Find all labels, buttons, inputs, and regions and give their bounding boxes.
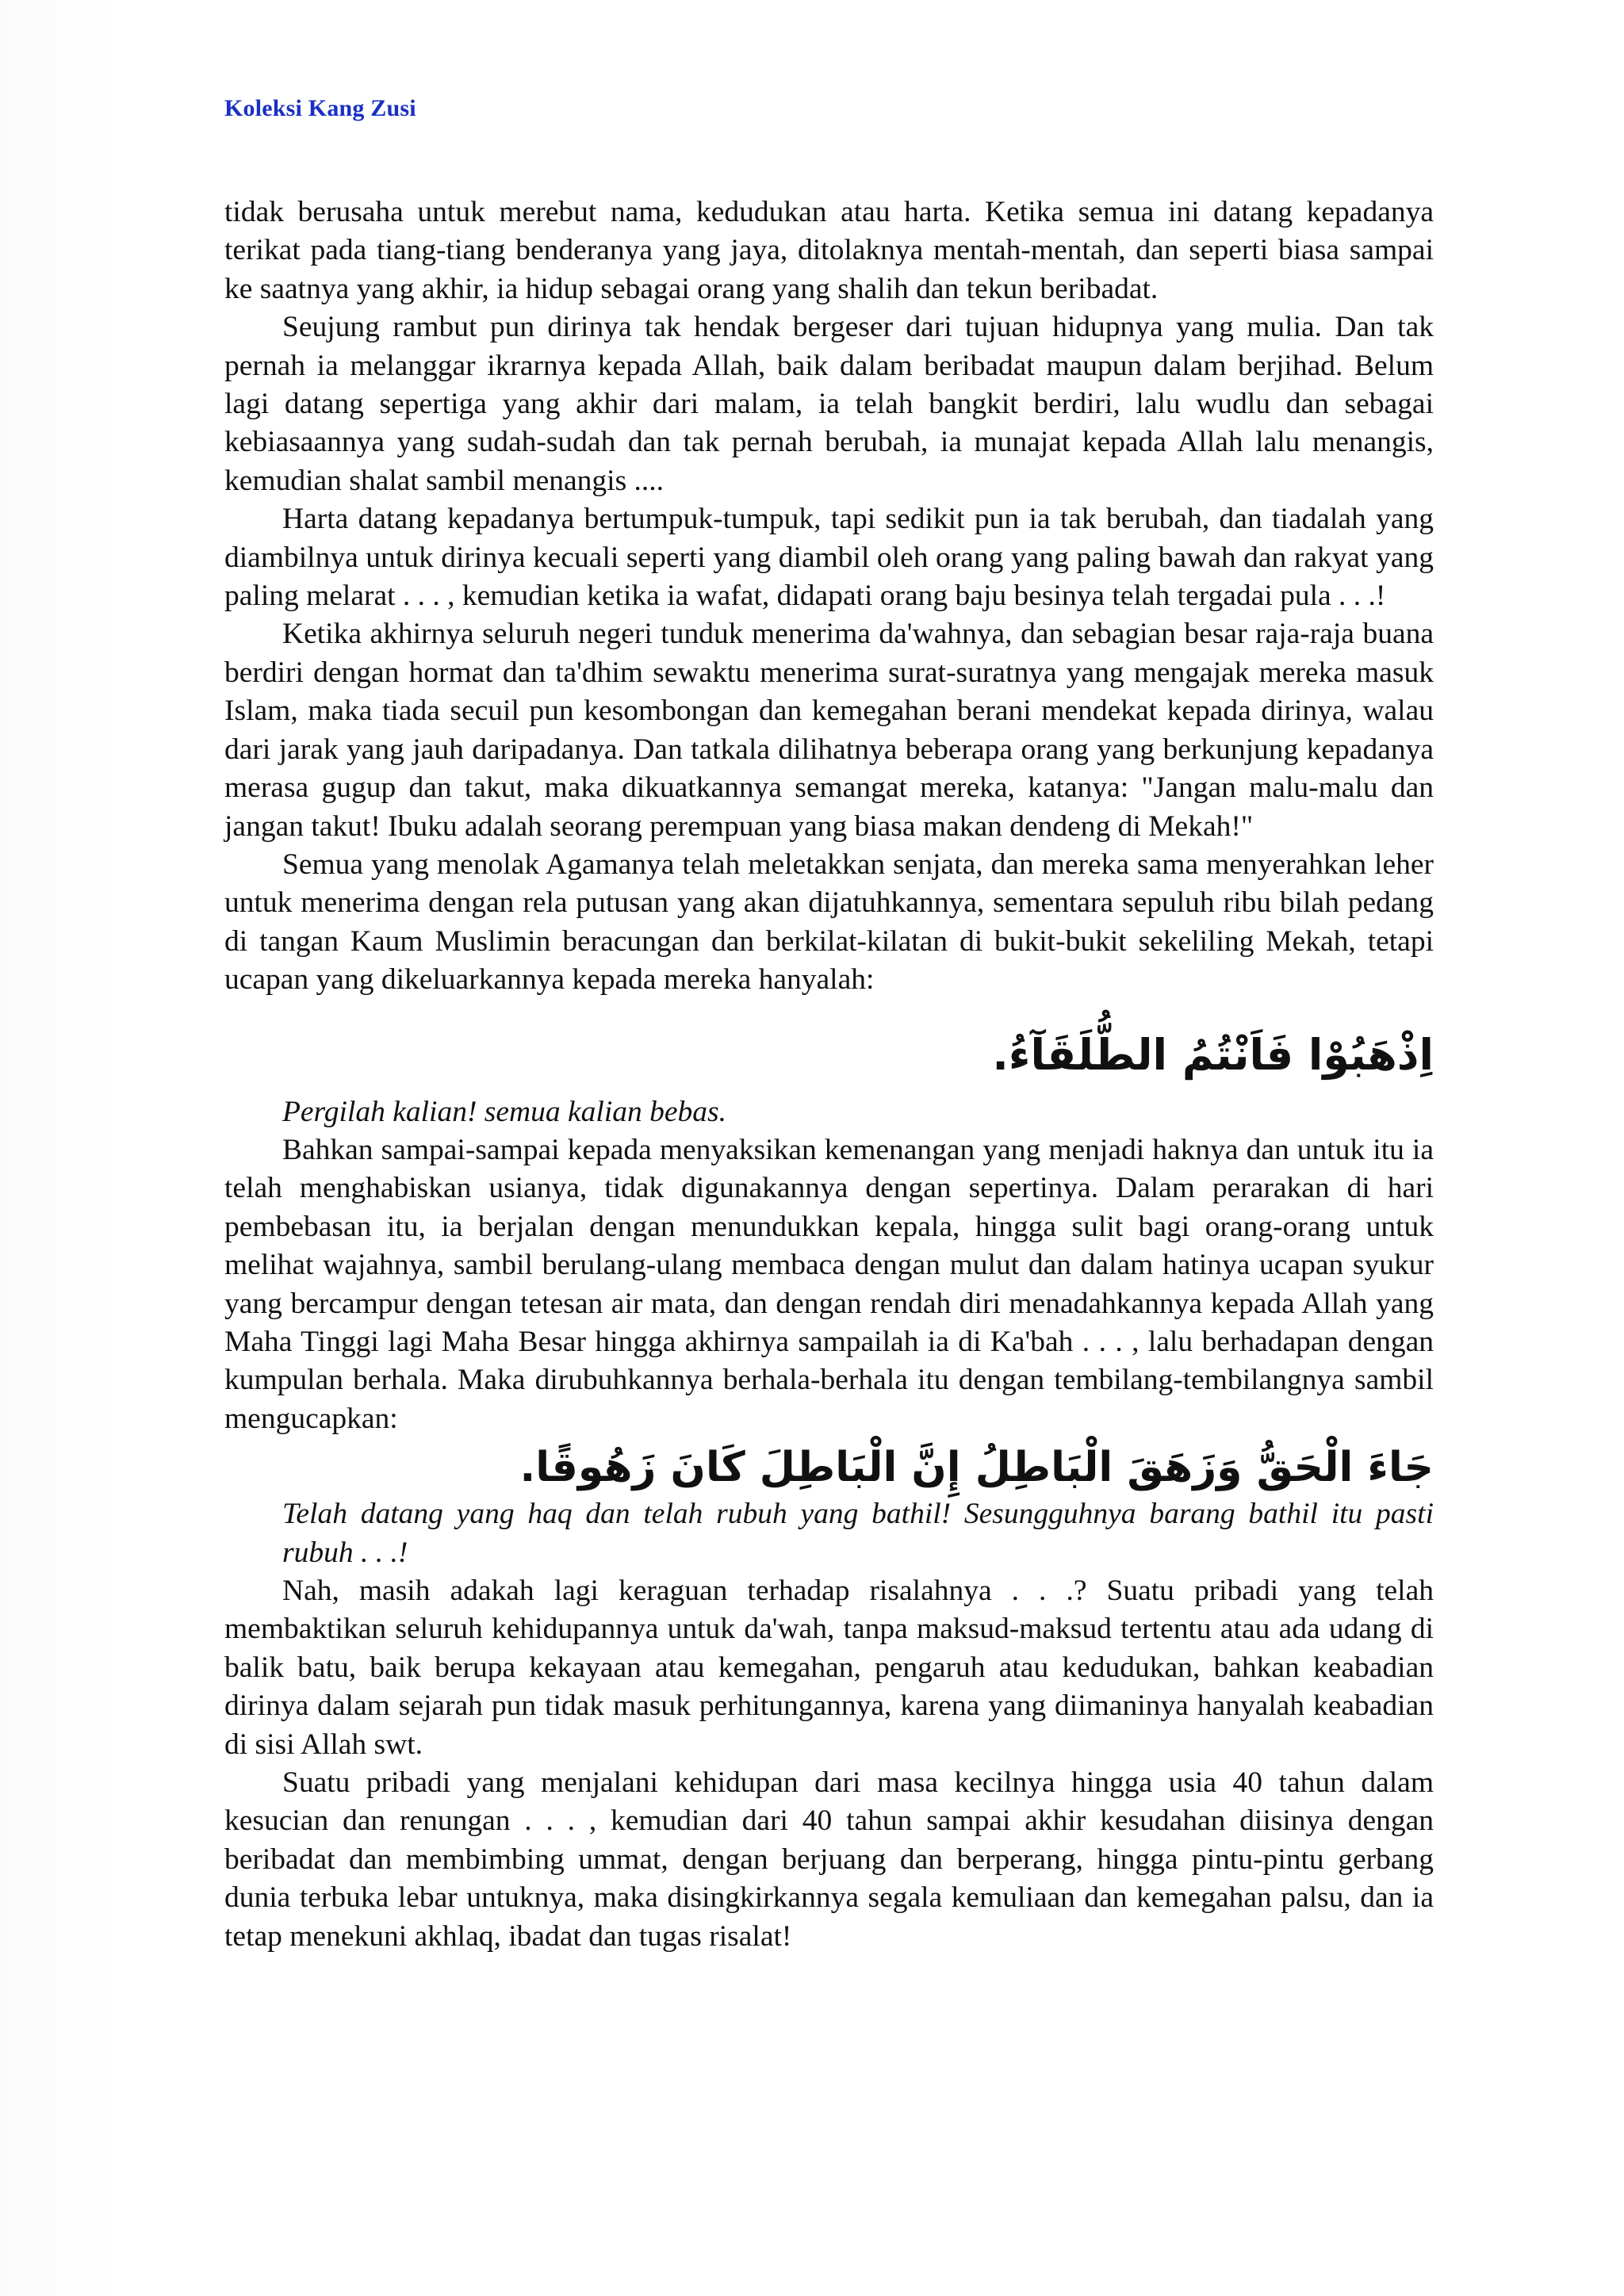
- translation-1: Pergilah kalian! semua kalian bebas.: [282, 1095, 726, 1128]
- paragraph-8: Suatu pribadi yang menjalani kehidupan dari masa kecilnya hingga usia 40 tahun dalam kesucian dan renungan . . . , kemudian dari 40 tahun sampai akhir kesudahan diisinya dengan beribadat dan membimbing ummat, dengan berjuang dan berperang, hingga pintu-pintu gerbang dunia terbuka lebar untuknya, maka disingkirkannya segala kemuliaan dan kemegahan palsu, dan ia tetap menekuni akhlaq, ibadat dan tugas risalat!: [224, 1766, 1434, 1953]
- paragraph-6: Bahkan sampai-sampai kepada menyaksikan kemenangan yang menjadi haknya dan untuk itu ia telah menghabiskan usianya, tidak digunakannya dengan sepertinya. Dalam perarakan di hari pembebasan itu, ia berjalan dengan menundukkan kepala, hingga sulit bagi orang-orang untuk melihat wajahnya, sambil berulang-ulang membaca dengan mulut dan dalam hatinya ucapan syukur yang bercampur dengan tetesan air mata, dan dengan rendah diri menadahkannya kepada Allah yang Maha Tinggi lagi Maha Besar hingga akhirnya sampailah ia di Ka'bah . . . , lalu berhadapan dengan kumpulan berhala. Maka dirubuhkannya berhala-berhala itu dengan tembilang-tembilangnya sambil mengucapkan:: [224, 1133, 1434, 1435]
- arabic-quote-2: جَاءَ الْحَقُّ وَزَهَقَ الْبَاطِلُ إِنَّ الْبَاطِلَ كَانَ زَهُوقًا.: [519, 1444, 1434, 1492]
- paragraph-3: Harta datang kepadanya bertumpuk-tumpuk, tapi sedikit pun ia tak berubah, dan tiadalah yang diambilnya untuk dirinya kecuali seperti yang diambil oleh orang yang paling bawah dan rakyat yang paling melarat . . . , kemudian ketika ia wafat, didapati orang baju besinya telah tergadai pula . . .!: [224, 503, 1434, 613]
- paragraph-5: Semua yang menolak Agamanya telah meletakkan senjata, dan mereka sama menyerahkan leher untuk menerima dengan rela putusan yang akan dijatuhkannya, sementara sepuluh ribu bilah pedang di tangan Kaum Muslimin beracungan dan berkilat-kilatan di bukit-bukit sekeliling Mekah, tetapi ucapan yang dikeluarkannya kepada mereka hanyalah:: [224, 848, 1434, 997]
- paragraph-1: tidak berusaha untuk merebut nama, kedudukan atau harta. Ketika semua ini datang kepadanya terikat pada tiang-tiang benderanya yang jaya, ditolaknya mentah-mentah, dan seperti biasa sampai ke saatnya yang akhir, ia hidup sebagai orang yang shalih dan tekun beribadat.: [224, 196, 1434, 305]
- paragraph-7: Nah, masih adakah lagi keraguan terhadap risalahnya . . .? Suatu pribadi yang telah membaktikan seluruh kehidupannya untuk da'wah, tanpa maksud-maksud tertentu atau ada udang di balik batu, baik berupa kekayaan atau kemegahan, pengaruh atau kedudukan, bahkan keabadian dirinya dalam sejarah pun tidak masuk perhitungannya, karena yang diimaninya hanyalah keabadian di sisi Allah swt.: [224, 1575, 1434, 1761]
- paragraph-4: Ketika akhirnya seluruh negeri tunduk menerima da'wahnya, dan sebagian besar raja-raja buana berdiri dengan hormat dan ta'dhim sewaktu menerima surat-suratnya yang mengajak mereka masuk Islam, maka tiada secuil pun kesombongan dan kemegahan berani mendekat kepada dirinya, walau dari jarak yang jauh daripadanya. Dan tatkala dilihatnya beberapa orang yang berkunjung kepadanya merasa gugup dan takut, maka dikuatkannya semangat mereka, katanya: "Jangan malu-malu dan jangan takut! Ibuku adalah seorang perempuan yang biasa makan dendeng di Mekah!": [224, 618, 1434, 843]
- page-left-margin: [0, 0, 119, 2296]
- page-header: Koleksi Kang Zusi: [224, 95, 416, 121]
- paragraph-2: Seujung rambut pun dirinya tak hendak bergeser dari tujuan hidupnya yang mulia. Dan tak pernah ia melanggar ikrarnya kepada Allah, baik dalam beribadat maupun dalam berjihad. Belum lagi datang sepertiga yang akhir dari malam, ia telah bangkit berdiri, lalu wudlu dan sebagai kebiasaannya yang sudah-sudah dan tak pernah berubah, ia munajat kepada Allah lalu menangis, kemudian shalat sambil menangis ....: [224, 311, 1434, 497]
- body-text: [224, 193, 1434, 1956]
- arabic-quote-1: اِذْهَبُوْا فَاَنْتُمُ الطُّلَقَآءُ.: [992, 1029, 1434, 1080]
- translation-2: Telah datang yang haq dan telah rubuh yang bathil! Sesungguhnya barang bathil itu pasti rubuh . . .!: [282, 1498, 1434, 1569]
